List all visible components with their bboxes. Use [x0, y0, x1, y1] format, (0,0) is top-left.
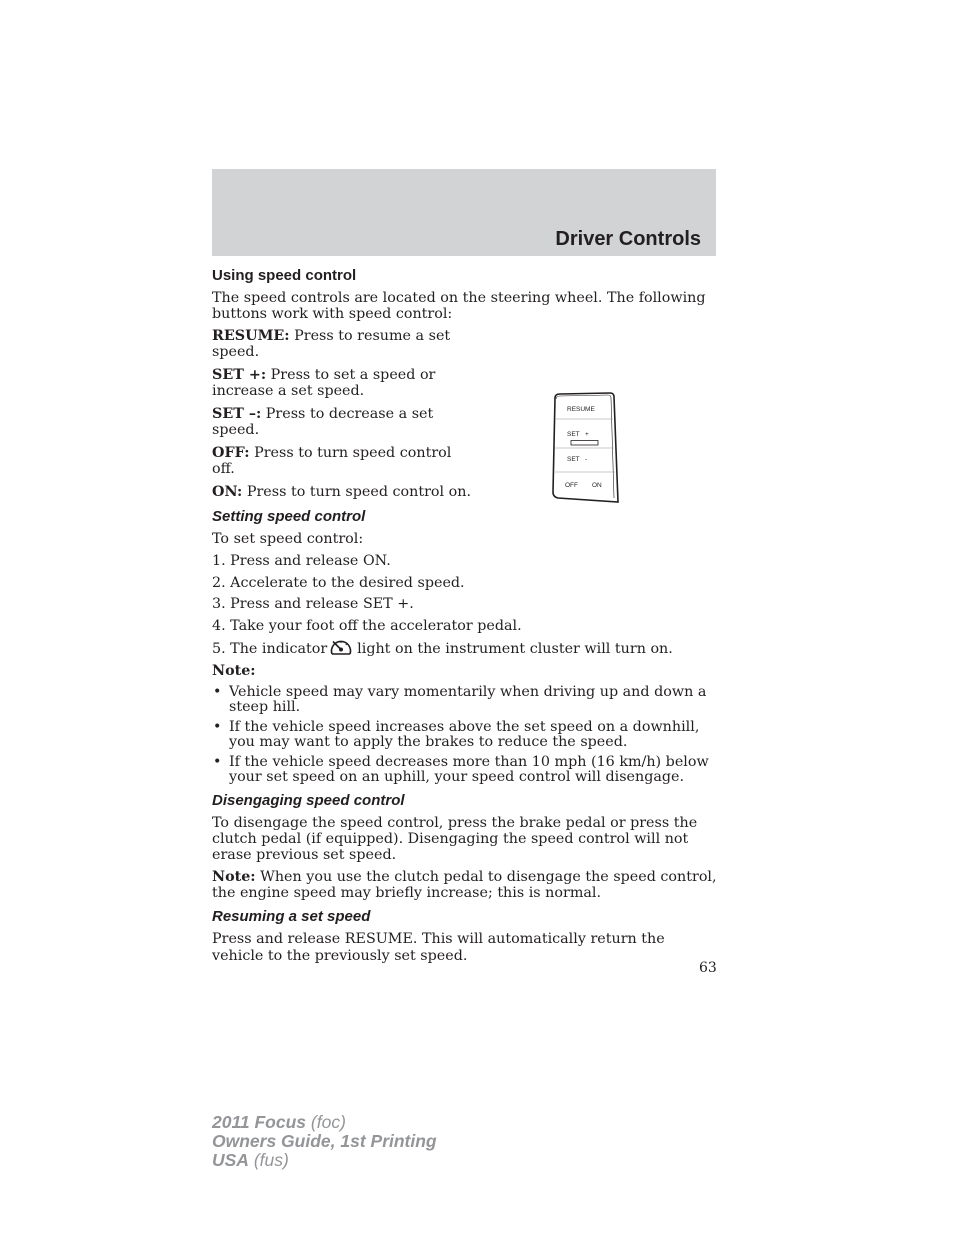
bullet-glyph: •: [213, 753, 222, 770]
setting-intro: To set speed control:: [212, 531, 364, 547]
footer-model-code: (foc): [306, 1112, 346, 1132]
step-3: 3. Press and release SET +.: [212, 596, 414, 612]
note-label: [212, 663, 718, 679]
note-bullet-item: [212, 720, 718, 750]
intro-paragraph: The speed controls are located on the steering wheel. The following buttons work with speed control:: [212, 290, 706, 322]
disengaging-note-text: When you use the clutch pedal to disengage the speed control, the engine speed may briefly increase; this is normal.: [212, 868, 717, 901]
step-5: [212, 639, 718, 657]
label-minus: -: [585, 456, 588, 463]
desc-set-plus: Press to set a speed or increase a set speed.: [212, 367, 436, 399]
footer-guide: Owners Guide, 1st Printing: [212, 1131, 437, 1151]
desc-resume: Press to resume a set speed.: [212, 328, 451, 360]
button-definitions-block: [212, 328, 718, 500]
step-2: 2. Accelerate to the desired speed.: [212, 574, 465, 591]
set-button-bar: [571, 441, 598, 446]
step-5-text-before: 5. The indicator: [212, 641, 328, 657]
bullet-glyph: •: [213, 718, 222, 735]
term-resume: RESUME:: [212, 328, 290, 344]
header-band: [212, 169, 716, 256]
heading-using-speed-control: Using speed control: [212, 267, 357, 284]
speed-control-indicator-icon: [329, 639, 353, 657]
definition-set-plus: [212, 367, 460, 399]
footer-line-1: [212, 1113, 437, 1132]
note-text: If the vehicle speed increases above the set speed on a downhill, you may want to apply the brakes to reduce the speed.: [229, 718, 700, 750]
label-set-minus: SET: [567, 456, 580, 463]
label-resume: RESUME: [567, 406, 595, 413]
footer-market: USA: [212, 1150, 249, 1170]
note-bullet-item: [212, 685, 718, 715]
definition-resume: [212, 328, 460, 360]
label-plus: +: [585, 431, 589, 438]
term-set-minus: SET –:: [212, 406, 262, 422]
term-set-plus: SET +:: [212, 367, 267, 383]
disengaging-note-label: Note:: [212, 868, 256, 885]
heading-setting-speed-control: Setting speed control: [212, 508, 366, 525]
footer-line-2: [212, 1132, 437, 1151]
disengaging-paragraph: To disengage the speed control, press the brake pedal or press the clutch pedal (if equipped). Disengaging the speed control will not erase previous set speed.: [212, 814, 698, 863]
footer: [212, 1113, 437, 1170]
footer-line-3: [212, 1151, 437, 1170]
page-number: 63: [699, 960, 717, 976]
desc-set-minus: Press to decrease a set speed.: [212, 406, 434, 438]
note-label-text: Note:: [212, 662, 256, 679]
step-4: 4. Take your foot off the accelerator pedal.: [212, 617, 522, 634]
note-text: Vehicle speed may vary momentarily when driving up and down a steep hill.: [229, 683, 707, 715]
page-content: [212, 266, 718, 971]
label-off: OFF: [565, 482, 578, 489]
note-bullet-item: [212, 755, 718, 785]
heading-resuming-set-speed: Resuming a set speed: [212, 907, 371, 925]
disengaging-note: [212, 869, 718, 901]
step-5-text-after: light on the instrument cluster will turn on.: [357, 641, 673, 657]
label-set-plus: SET: [567, 431, 580, 438]
section-title: Driver Controls: [555, 228, 701, 250]
heading-disengaging-speed-control: Disengaging speed control: [212, 791, 405, 809]
step-1: 1. Press and release ON.: [212, 553, 391, 569]
setting-steps: [212, 553, 718, 657]
speed-control-switch-diagram: [548, 390, 620, 506]
footer-market-code: (fus): [248, 1150, 289, 1170]
term-off: OFF:: [212, 445, 250, 461]
label-on: ON: [592, 482, 602, 489]
note-text: If the vehicle speed decreases more than 10 mph (16 km/h) below your set speed on an uphill, your speed control will disengage.: [229, 753, 709, 785]
definition-set-minus: [212, 406, 460, 438]
button-definitions: [212, 328, 472, 500]
desc-off: Press to turn speed control off.: [212, 445, 452, 477]
desc-on: Press to turn speed control on.: [242, 484, 472, 500]
term-on: ON:: [212, 484, 243, 500]
note-bullets: [212, 685, 718, 785]
resuming-paragraph: Press and release RESUME. This will automatically return the vehicle to the previously set speed.: [212, 930, 665, 964]
bullet-glyph: •: [213, 683, 222, 700]
footer-model: 2011 Focus: [212, 1112, 307, 1132]
definition-on: [212, 484, 482, 500]
definition-off: [212, 445, 460, 477]
